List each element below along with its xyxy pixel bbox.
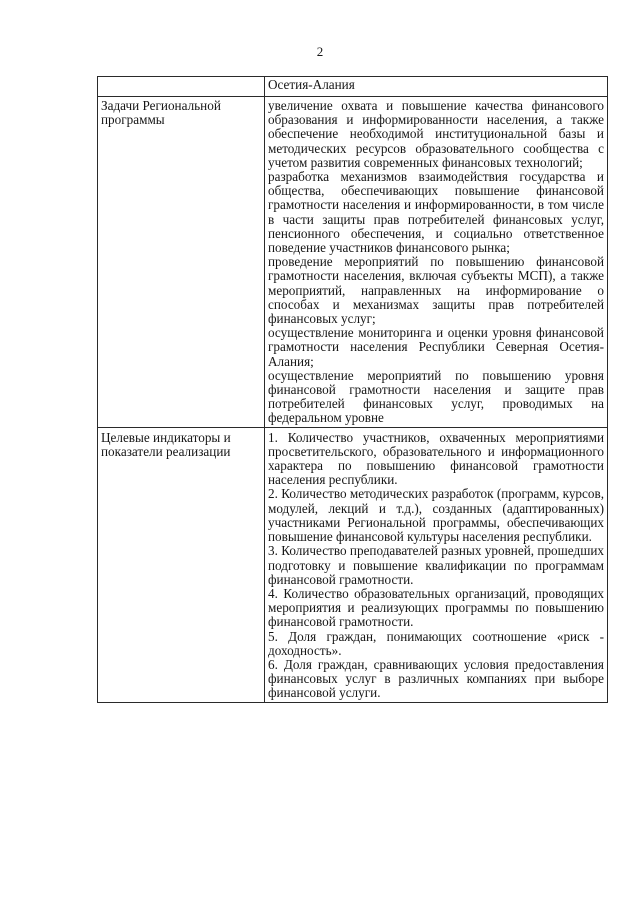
indicators-label: Целевые индикаторы и показатели реализации [101,429,231,459]
indicator-item: 6. Доля граждан, сравнивающих условия предоставления финансовых услуг в различных компаниях при выборе финансовой услуги. [268,656,604,701]
task-item: разработка механизмов взаимодействия государства и общества, обеспечивающих повышение финансовой грамотности населения и информированности, в том числе в части защиты прав потребителей финансовых услуг, пенсионного обеспечения, и социально ответственное поведение участников финансового рынка; [268,169,604,256]
indicators-content-cell [265,427,608,702]
label-cell-empty [98,77,265,97]
program-passport-table [97,76,608,703]
indicator-item: 2. Количество методических разработок (программ, курсов, модулей, лекций и т.д.), созданных (адаптированных) участниками Региональной программы, обеспечивающих повышение финансовой культуры населения республики. [268,486,604,545]
tasks-content-cell [265,97,608,428]
task-item: осуществление мероприятий по повышению уровня финансовой грамотности населения и защите прав потребителей финансовых услуг, проводимых на федеральном уровне [268,367,604,426]
indicators-label-cell [98,427,265,702]
table-row-tasks [98,97,608,428]
indicator-item: 5. Доля граждан, понимающих соотношение «риск - доходность». [268,628,604,658]
task-item: увеличение охвата и повышение качества финансового образования и информированности населения, а также обеспечение необходимой институциональной базы и методических ресурсов образовательного сообщества с учетом развития современных финансовых технологий; [268,98,604,170]
tasks-label-cell [98,97,265,428]
task-item: проведение мероприятий по повышению финансовой грамотности населения, включая субъекты МСП), а также мероприятий, направленных на информирование о способах и механизмах защиты прав потребителей финансовых услуг; [268,254,604,327]
indicator-item: 3. Количество преподавателей разных уровней, прошедших подготовку и повышение квалификации по программам финансовой грамотности. [268,543,604,587]
region-name-cell: Осетия-Алания [265,77,608,97]
table-row-region [98,77,608,97]
indicator-item: 4. Количество образовательных организаций, проводящих мероприятия и реализующих программы по повышению финансовой грамотности. [268,585,604,630]
tasks-label: Задачи Региональной программы [101,98,221,128]
page-number: 2 [316,44,324,59]
indicator-item: 1. Количество участников, охваченных мероприятиями просветительского, образовательного и информационного характера по повышению финансовой грамотности населения республики. [268,429,604,488]
task-item: осуществление мониторинга и оценки уровня финансовой грамотности населения Республики Северная Осетия-Алания; [268,325,604,369]
table-row-indicators [98,427,608,702]
